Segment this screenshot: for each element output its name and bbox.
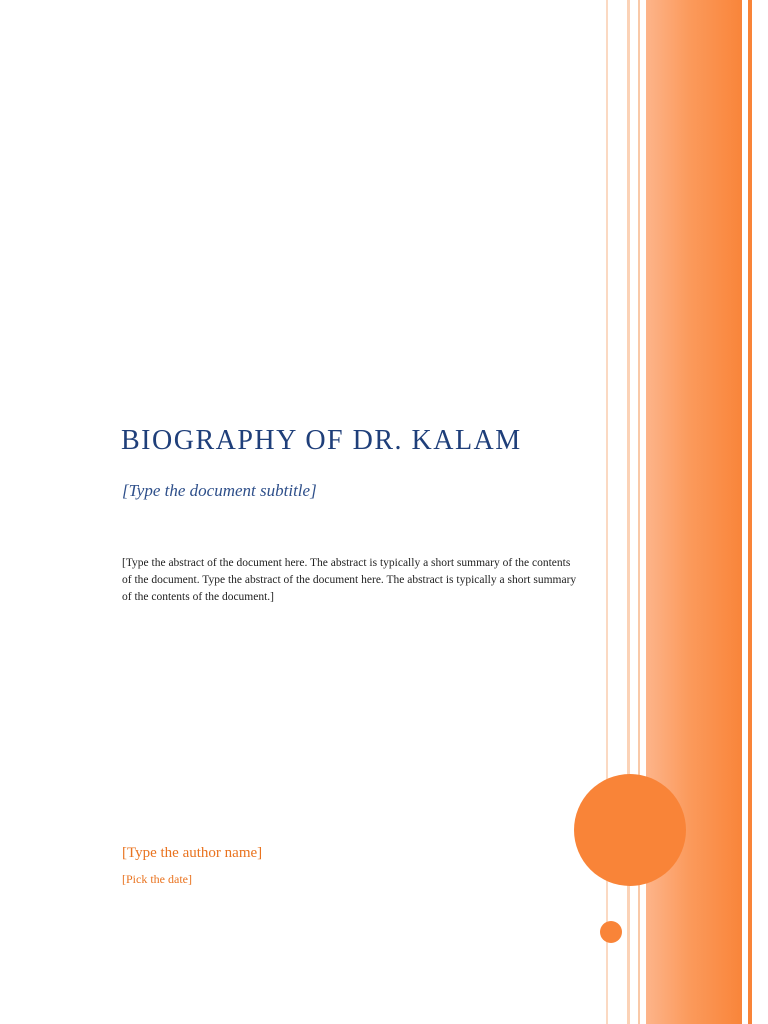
document-abstract[interactable]: [Type the abstract of the document here. The abstract is typically a short summary of the contents of the document. Type the abstract of the document here. The abstract is typically a short summary of the contents of the document.] (122, 557, 577, 603)
document-title[interactable]: BIOGRAPHY OF DR. KALAM (121, 425, 522, 456)
date-picker[interactable]: [Pick the date] (122, 872, 192, 886)
decorative-circle-large (574, 774, 686, 886)
author-name[interactable]: [Type the author name] (122, 845, 263, 861)
document-subtitle[interactable]: [Type the document subtitle] (122, 481, 317, 500)
decorative-circle-small (600, 921, 622, 943)
decorative-stripe (748, 0, 752, 1024)
